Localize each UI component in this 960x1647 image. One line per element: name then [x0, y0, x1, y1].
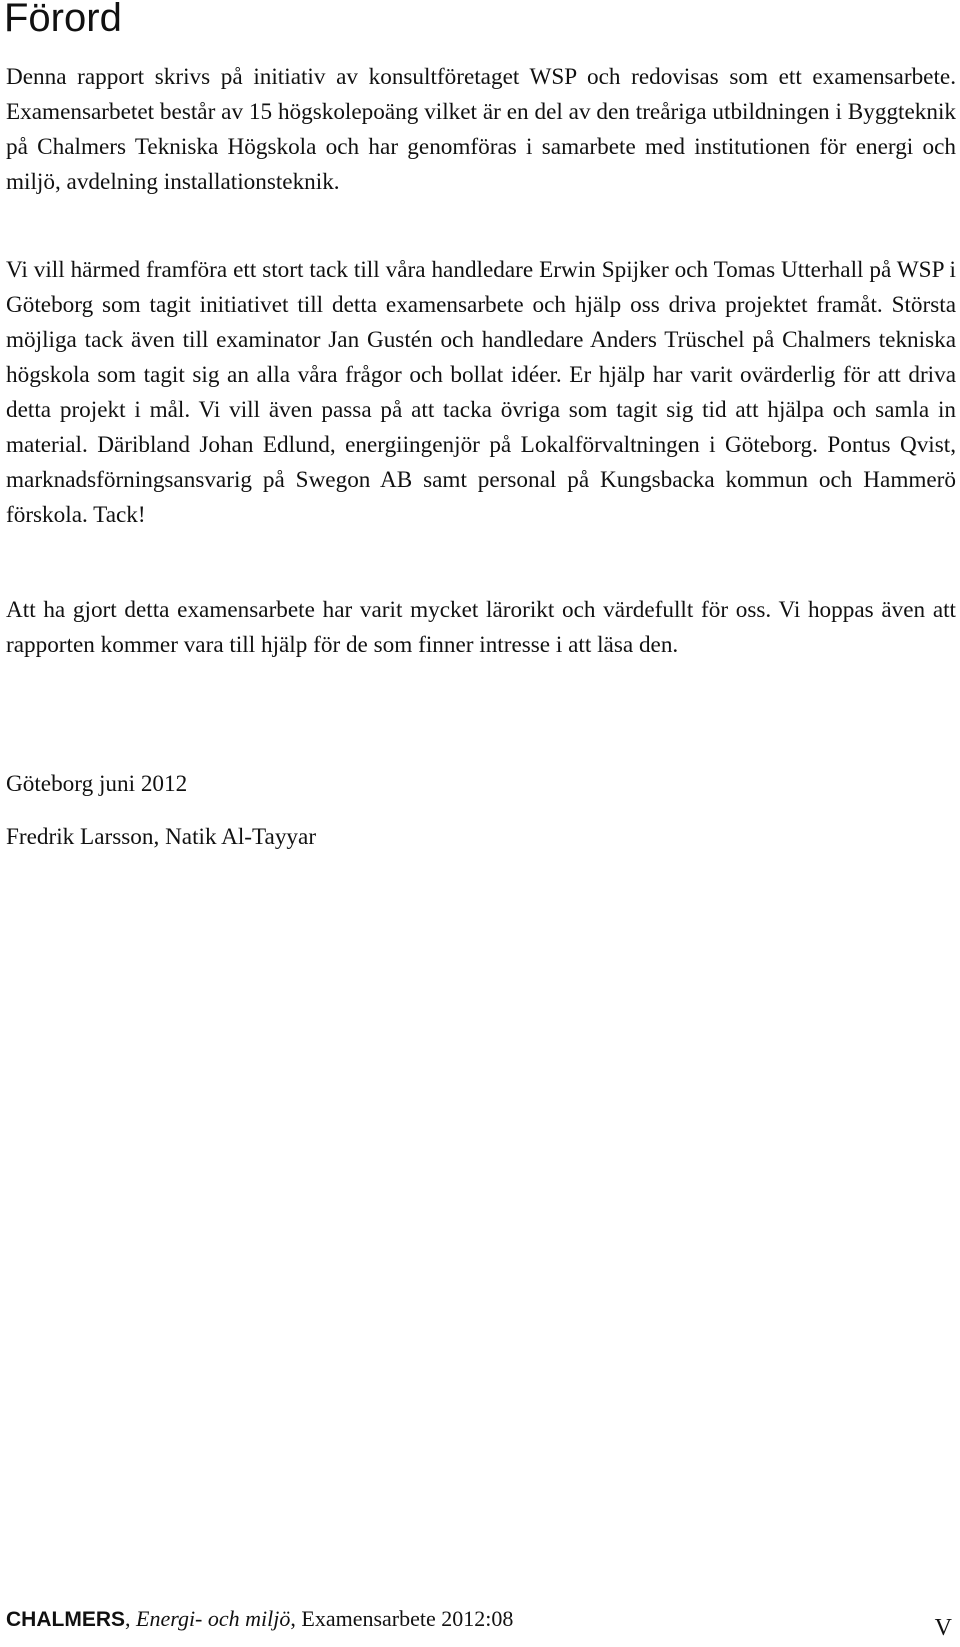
page-footer: [6, 1605, 513, 1634]
footer-report: Examensarbete 2012:08: [301, 1606, 514, 1631]
page-number: V: [934, 1615, 952, 1641]
page-title: Förord: [4, 0, 122, 40]
paragraph-acknowledgements: Vi vill härmed framföra ett stort tack till våra handledare Erwin Spijker och Tomas Utterhall på WSP i Göteborg som tagit initiativet till detta examensarbete och hjälp oss driva projektet framåt. Största möjliga tack även till examinator Jan Gustén och handledare Anders Trüschel på Chalmers tekniska högskola som tagit sig an alla våra frågor och bollat idéer. Er hjälp har varit ovärderlig för att driva detta projekt i mål. Vi vill även passa på att tacka övriga som tagit sig tid att hjälpa och samla in material. Däribland Johan Edlund, energiingenjör på Lokalförvaltningen i Göteborg. Pontus Qvist, marknadsförningsansvarig på Swegon AB samt personal på Kungsbacka kommun och Hammerö förskola. Tack!: [6, 257, 956, 528]
footer-separator: ,: [290, 1606, 302, 1631]
footer-separator: ,: [125, 1606, 136, 1631]
footer-institution: CHALMERS: [6, 1608, 125, 1631]
paragraph-intro: Denna rapport skrivs på initiativ av konsultföretaget WSP och redovisas som ett examensarbete. Examensarbetet består av 15 högskolepoäng vilket är en del av den treåriga utbildningen i Byggteknik på Chalmers Tekniska Högskola och har genomföras i samarbete med institutionen för energi och miljö, avdelning installationsteknik.: [6, 64, 956, 195]
footer-series: Energi- och miljö: [136, 1606, 291, 1631]
place-date: Göteborg juni 2012: [6, 771, 188, 797]
paragraph-closing: Att ha gjort detta examensarbete har varit mycket lärorikt och värdefullt för oss. Vi hoppas även att rapporten kommer vara till hjälp för de som finner intresse i att läsa den.: [6, 597, 956, 658]
authors: Fredrik Larsson, Natik Al-Tayyar: [6, 824, 317, 850]
